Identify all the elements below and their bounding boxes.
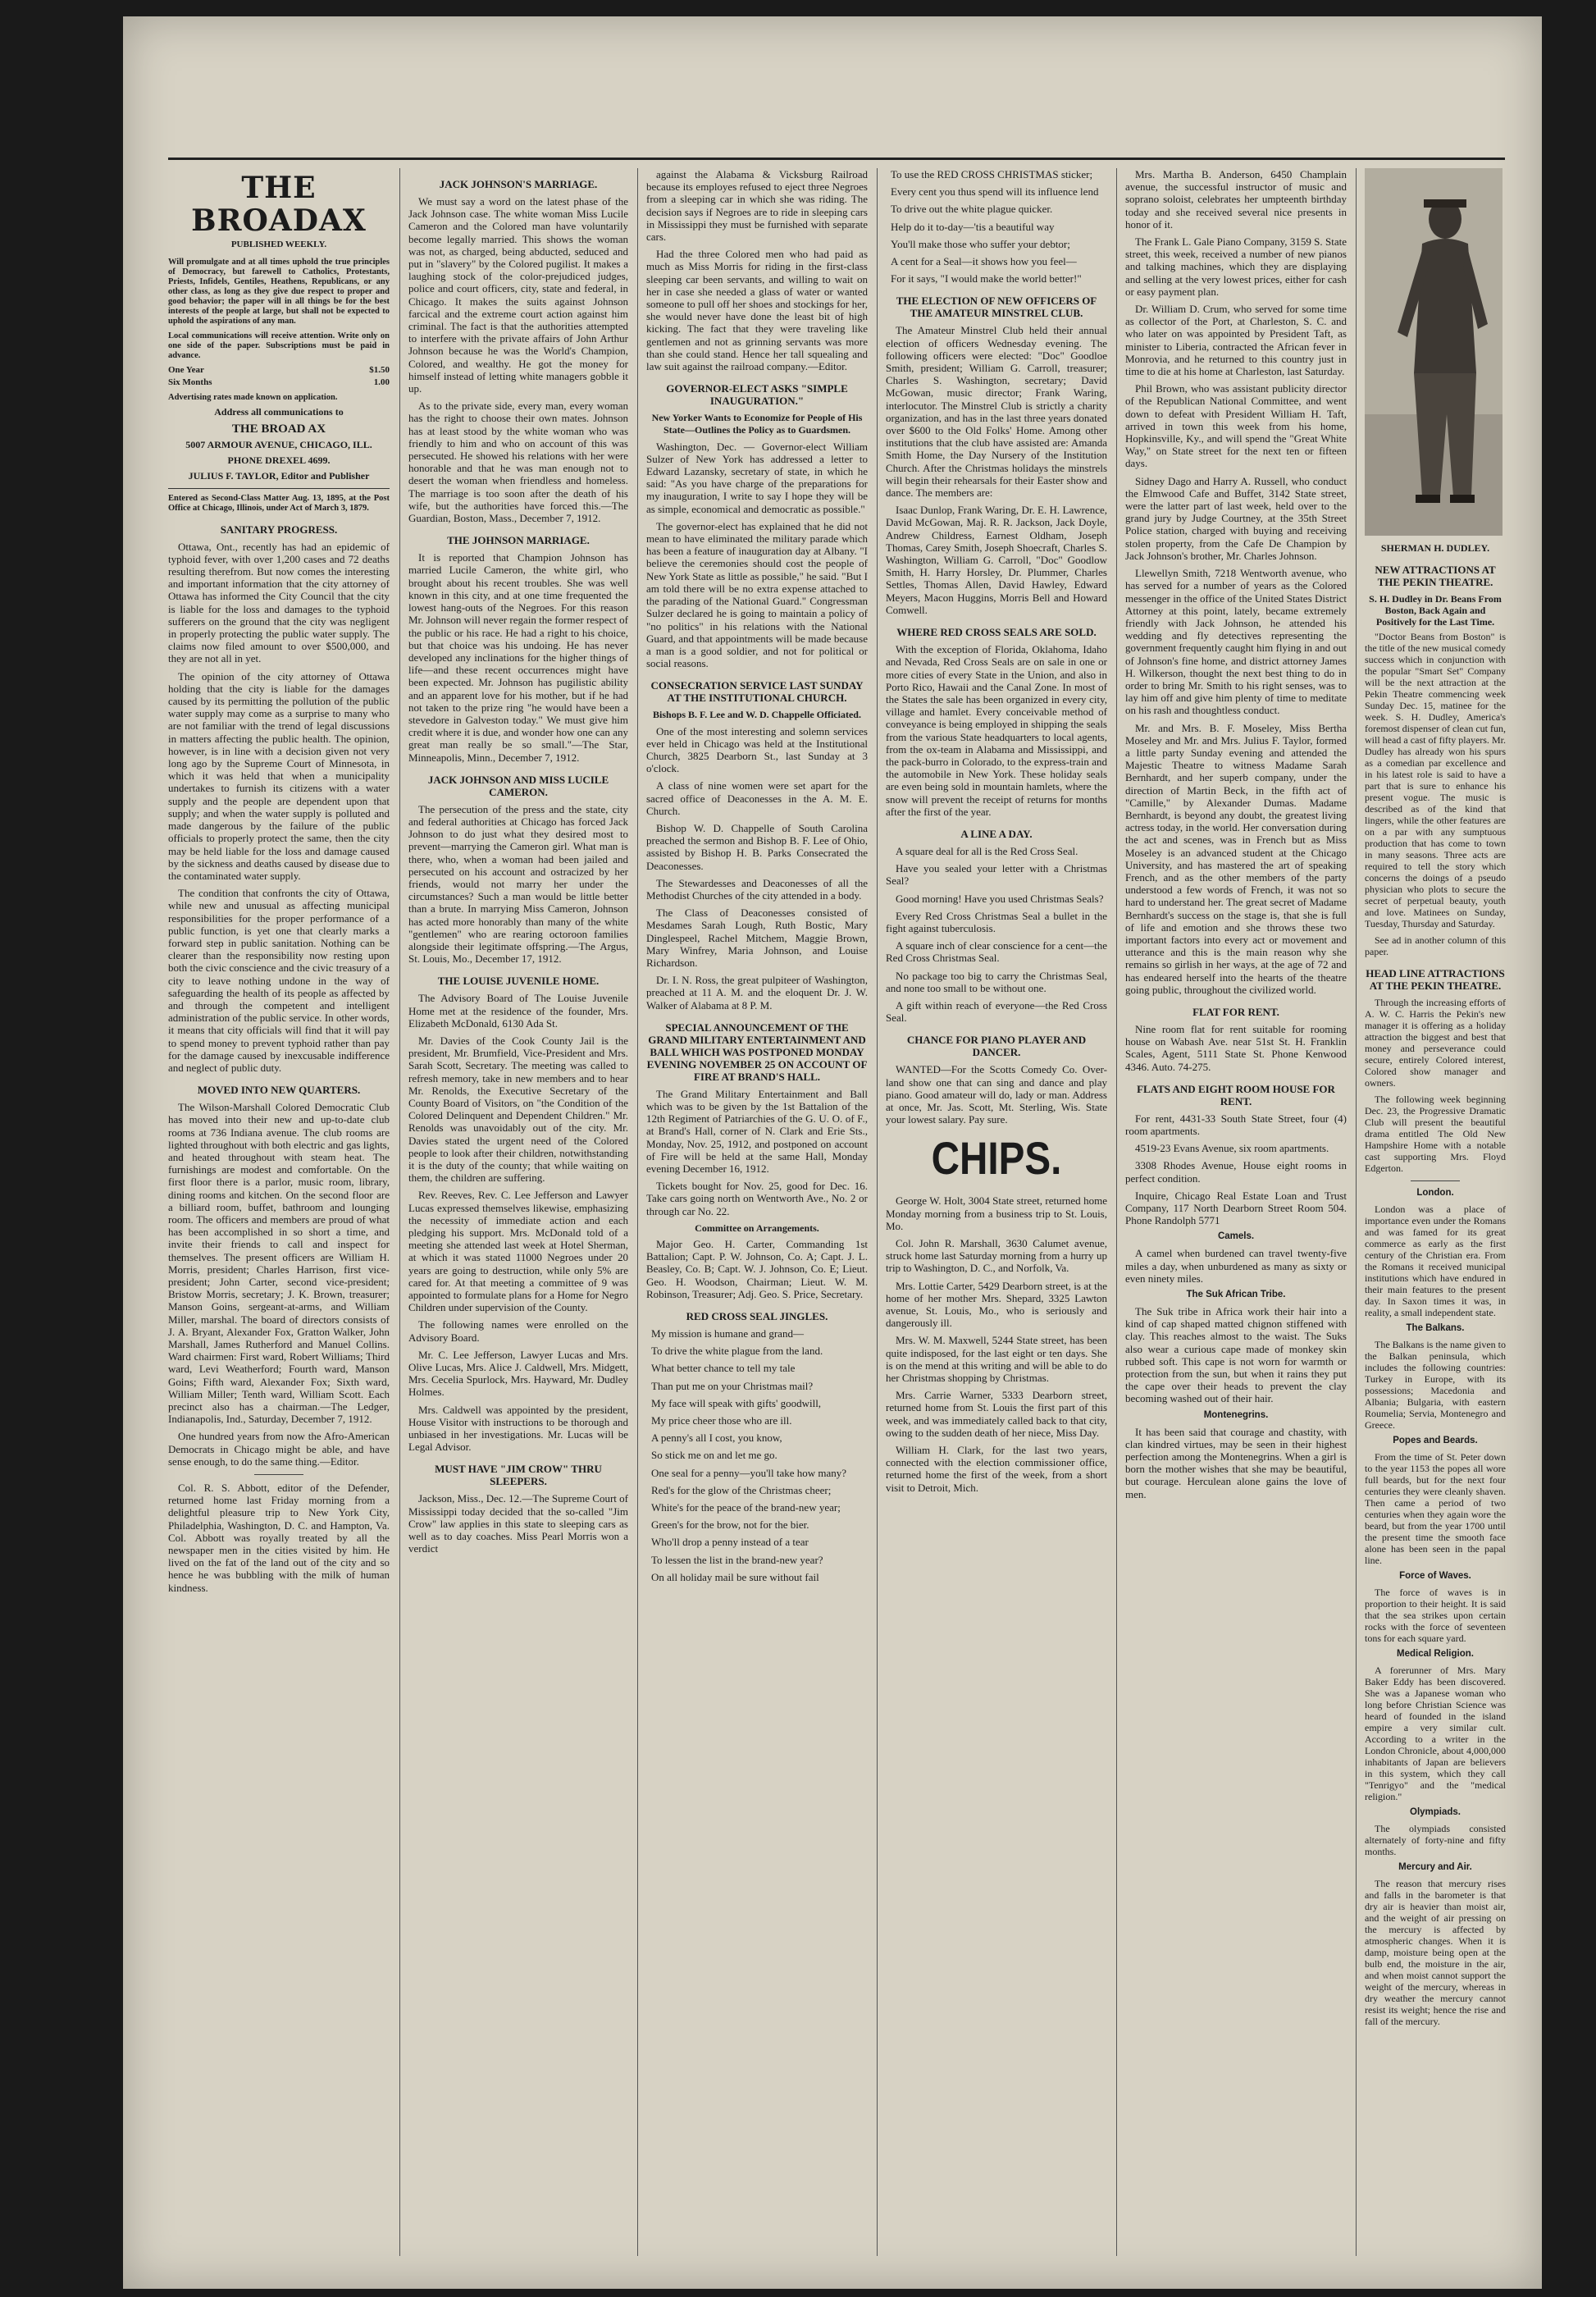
article-paragraph: Phil Brown, who was assistant publicity director of the Republican National Committee, and went down to defeat with President William H. Taft, arrived in town this week from his home, Hopkinsville, Ky., and will spend the "Great White Way," on State street for the next ten or fifteen days. [1125, 382, 1347, 470]
rate-row [168, 364, 390, 377]
poem-line: Red's for the glow of the Christmas cheer; [651, 1483, 832, 1496]
item-heading: Force of Waves. [1399, 1571, 1471, 1581]
article-headline: WHERE RED CROSS SEALS ARE SOLD. [896, 626, 1097, 639]
poem-line: To drive out the white plague quicker. [891, 203, 1053, 216]
article-paragraph: The governor-elect has explained that he did not mean to have eliminated the military parade which has been a feature of inauguration day at Albany. "I believe the ceremonies should cost the people of New York State as little as possible," he said. "But I am told there will be no extra expense attached to the parading of the National Guard." Congressman Sulzer declared he is going to maintain a policy of "no politics" in his relations with the National Guard, and that appointments will be made because a man is a good soldier, and not for political or social reasons. [646, 519, 868, 670]
poem-line: For it says, "I would make the world better!" [891, 272, 1082, 285]
poem-line: To drive the white plague from the land. [651, 1345, 823, 1358]
column-2 [399, 168, 636, 2256]
poem [886, 168, 1107, 285]
article-paragraph: The Frank L. Gale Piano Company, 3159 S. State street, this week, received a number of new pianos and talking machines, which they are displaying and selling at the very lowest prices, either for cash or easy payment plan. [1125, 235, 1347, 298]
column-1-articles [168, 523, 390, 1594]
article-paragraph: The Advisory Board of The Louise Juvenile Home met at the residence of the founder, Mrs. Elizabeth McDonald, 6130 Ada St. [408, 992, 628, 1030]
article-paragraph: The Balkans is the name given to the Balkan peninsula, which includes the following countries: Turkey in Europe, with its possessions; Macedonia and Albania; Bulgaria, with eastern Roumelia; Servia, Montenegro and Greece. [1365, 1339, 1506, 1431]
poem-line: To lessen the list in the brand-new year? [651, 1553, 823, 1566]
poem-line: Help do it to-day—'tis a beautiful way [891, 220, 1055, 233]
article-paragraph: The reason that mercury rises and falls in the barometer is that dry air is heavier than moist air, and the weight of air pressing on the mercury is affected by atmospheric changes. When it is damp, moisture being open at the bulb end, the moisture in the air, and when moist cannot support the weight of the mercury, whereas in dry weather the mercury cannot resist its weight; hence the rise and fall of the mercury. [1365, 1878, 1506, 2027]
article-headline: FLATS AND EIGHT ROOM HOUSE FOR RENT. [1137, 1082, 1335, 1107]
rate-value: $1.50 [369, 365, 390, 376]
rate-value: 1.00 [373, 377, 390, 388]
article-headline: FLAT FOR RENT. [1192, 1006, 1279, 1018]
item-heading: The Balkans. [1406, 1323, 1465, 1333]
item-heading: Medical Religion. [1397, 1649, 1474, 1659]
article-subhead: New Yorker Wants to Economize for People of His State—Outlines the Policy as to Guardsmen. [651, 412, 863, 436]
article-headline: MOVED INTO NEW QUARTERS. [197, 1084, 361, 1097]
poem [646, 1327, 868, 1583]
article-headline: RED CROSS SEAL JINGLES. [686, 1310, 828, 1323]
article-headline: CONSECRATION SERVICE LAST SUNDAY AT THE INSTITUTIONAL CHURCH. [650, 679, 864, 705]
article-paragraph: One of the most interesting and solemn services ever held in Chicago was held at the Institutional Church, 3825 Dearborn St., last Sunday at 3 o'clock. [646, 724, 868, 775]
poem-line: My face will speak with gifts' goodwill, [651, 1396, 822, 1409]
article-paragraph: See ad in another column of this paper. [1365, 934, 1506, 957]
column-3 [637, 168, 876, 2256]
item-heading: Camels. [1217, 1231, 1255, 1242]
item-heading: The Suk African Tribe. [1186, 1290, 1286, 1300]
address-label: Address all communications to [214, 405, 344, 418]
newspaper-page [123, 16, 1542, 2289]
article-paragraph: Major Geo. H. Carter, Commanding 1st Battalion; Capt. P. W. Johnson, Co. A; Capt. J. L. Beasley, Co. B; Capt. W. J. Johnson, Co. E; Lieut. Geo. H. Woodson, Chairman; Lieut. W. M. Robinson, Treasurer; Adj. Geo. S. Price, Secretary. [646, 1238, 868, 1300]
masthead-policy: Will promulgate and at all times uphold the true principles of Democracy, but farewell to Catholics, Protestants, Priests, Infidels, Gentiles, Heathens, Republicans, or any other class, as long as they give due respect to proper and good behavior; the paper will in all things be for the best interests of the people at large, but shall not be expected to uphold the aspirations of any man. [168, 258, 390, 327]
article-paragraph: No package too big to carry the Christmas Seal, and none too small to be without one. [886, 969, 1107, 994]
article-paragraph: Mrs. Caldwell was appointed by the president, House Visitor with instructions to be thorough and unbiased in her investigations. Mr. Lucas will be Legal Advisor. [408, 1403, 628, 1454]
article-headline: MUST HAVE "JIM CROW" THRU SLEEPERS. [435, 1463, 602, 1488]
article-headline: A LINE A DAY. [960, 827, 1033, 840]
article-headline: THE JOHNSON MARRIAGE. [447, 534, 590, 547]
article-paragraph: The following week beginning Dec. 23, the Progressive Dramatic Club will present the beautiful drama entitled The Old New Hampshire Home with a notable cast supporting Mrs. Floyd Edgerton. [1365, 1094, 1506, 1174]
article-headline: CHANCE FOR PIANO PLAYER AND DANCER. [906, 1034, 1087, 1059]
column-6-articles [1365, 564, 1506, 2027]
article-paragraph: Good morning! Have you used Christmas Seals? [896, 892, 1104, 905]
article-paragraph: The Wilson-Marshall Colored Democratic Club has moved into their new and up-to-date club rooms at 736 Indiana avenue. The club rooms are lighted throughout with both electric and gas lights, and heated throughout with steam heat. The furnishings are modest and comfortable. On the first floor there is a parlor, music room, library, dining rooms and kitchen. On the second floor are a billiard room, buffet, bathroom and lounging room. The officers and members are proud of what has been accomplished in so short a time, and invite their friends to call and inspect for themselves. The present officers are William H. Morris, president; Charles Harrison, first vice-president; John Carter, second vice-president; Bristow Morris, secretary; J. K. Brown, treasurer; Manson Goins, sergeant-at-arms, and William Miller, marshal. The board of directors consists of J. A. Bryant, Alexander Fox, Gratton Walker, John Marshall, James Rutherford and Manuel Collins. Ward chairmen: First ward, Robert Williams; Third ward, Levi Weatherford; Fourth ward, Manson Goins; Fifth ward, Alexander Fox; Sixth ward, William Miller; Tenth ward, William Scott. Each precinct also has a chairman.—The Ledger, Indianapolis, Ind., Saturday, December 7, 1912. [168, 1101, 390, 1426]
article-subhead: S. H. Dudley in Dr. Beans From Boston, Back Again and Positively for the Last Time. [1369, 593, 1502, 628]
article-paragraph: Mr. Davies of the Cook County Jail is the president, Mr. Brumfield, Vice-President and Mrs. Sarah Scott, Secretary. The meeting was called to refresh memory, take in new members and to hear Mr. Renolds, the Executive Secretary of the County Board of Visitors, on "the Condition of the Colored Delinquent and Dependent Children." Mr. Renolds was unavoidably out of the city. Mr. Davies stated the urgent need of the Colored people to look after their children, notwithstanding it is the duty of the county; that while waiting on them, the children are suffering. [408, 1034, 628, 1185]
article-headline: NEW ATTRACTIONS AT THE PEKIN THEATRE. [1375, 564, 1496, 588]
page-body [168, 158, 1505, 2260]
masthead-subtitle: PUBLISHED WEEKLY. [230, 240, 327, 249]
poem-line: What better chance to tell my tale [651, 1362, 796, 1375]
article-paragraph: Mrs. Carrie Warner, 5333 Dearborn street, returned home from St. Louis the first part of this week, and was immediately called back to that city, owing to the sudden death of her niece, Miss Day. [886, 1389, 1107, 1439]
article-paragraph: Every Red Cross Christmas Seal a bullet in the fight against tuberculosis. [886, 909, 1107, 934]
paper-editor: JULIUS F. TAYLOR, Editor and Publisher [168, 470, 390, 488]
poem-line: A penny's all I cost, you know, [651, 1432, 782, 1445]
article-paragraph: WANTED—For the Scotts Comedy Co. Over-land show one that can sing and dance and play piano. Good amateur will do, lady or man. Address at once, Mr. Jas. Scott, Mt. Sterling, Wis. State your lowest salary. Pay sure. [886, 1063, 1107, 1126]
article-subhead: Bishops B. F. Lee and W. D. Chappelle Officiated. [653, 709, 861, 721]
article-paragraph: Dr. William D. Crum, who served for some time as collector of the Port, at Charleston, S. C. and who later on was appointed by President Taft, as minister to Liberia, contracted the African fever in Monrovia, and he returned to this country just in time to die at his home at Charleston, last Saturday. [1125, 303, 1347, 378]
poem-line: To use the RED CROSS CHRISTMAS sticker; [891, 168, 1093, 180]
article-paragraph: For rent, 4431-33 South State Street, four (4) room apartments. [1125, 1112, 1347, 1138]
article-paragraph: Have you sealed your letter with a Christmas Seal? [886, 862, 1107, 888]
poem-line: Who'll drop a penny instead of a tear [651, 1536, 809, 1549]
paper-phone: PHONE DREXEL 4699. [227, 454, 331, 467]
article-paragraph: Col. R. S. Abbott, editor of the Defender, returned home last Friday morning from a delightful pleasure trip to New York City, Philadelphia, Washington, D. C. and Hampton, Va. Col. Abbott was royally treated by all the newspaper men in the cities visited by him. He lived on the fat of the land out of the city and so hence he was bubbling with the milk of human kindness. [168, 1482, 390, 1594]
article-paragraph: A class of nine women were set apart for the sacred office of Deaconesses in the A. M. E. Church. [646, 779, 868, 817]
article-paragraph: Ottawa, Ont., recently has had an epidemic of typhoid fever, with over 1,200 cases and 72 deaths resulting therefrom. But now comes the interesting and important information that the city attorney of Ottawa has informed the City Council that the city is liable for the loss and damages to the typhoid sufferers on the ground that the city was negligent in properly protecting the public water supply. The claims now filed amount to over $500,000, and they are not all in yet. [168, 540, 390, 665]
article-paragraph: The opinion of the city attorney of Ottawa holding that the city is liable for the damages caused by its permitting the pollution of the public water supply may come as a surprise to many who are not familiar with the trend of legal discussions in matters affecting the public health. The opinion, however, is in line with a decision given not very long ago by the Supreme Court of Minnesota, in which it was held that when a municipality undertakes to furnish its citizens with a water supply and the people are dependent upon that supply; and when the water supply is polluted and made dangerous by the failure of the public officials to properly protect the same, then the city may be held liable for the loss and damage caused by the sickness and deaths caused by disease due to the contaminated water supply. [168, 669, 390, 882]
article-paragraph: The Class of Deaconesses consisted of Mesdames Sarah Lough, Ruth Bostic, Mary Dinglespeel, Rachel Mitchem, Maggie Brown, Mary Winfrey, Maria Johnson, and Louise Richardson. [646, 906, 868, 969]
article-headline: SPECIAL ANNOUNCEMENT OF THE GRAND MILITARY ENTERTAINMENT AND BALL WHICH WAS POSTPONED MONDAY EVENING NOVEMBER 25 ON ACCOUNT OF FIRE AT BRAND'S HALL. [646, 1021, 868, 1083]
article-paragraph: George W. Holt, 3004 State street, returned home Monday morning from a business trip to St. Louis, Mo. [886, 1194, 1107, 1232]
article-paragraph: A forerunner of Mrs. Mary Baker Eddy has been discovered. She was a Japanese woman who long before Christian Science was heard of founded in the island empire a very similar cult. According to a writer in the London Chronicle, about 4,000,000 inhabitants of Japan are believers in this system, which they call "Tenrigyo" and the "medical religion." [1365, 1665, 1506, 1802]
poem-line: You'll make those who suffer your debtor; [891, 237, 1070, 250]
article-headline: HEAD LINE ATTRACTIONS AT THE PEKIN THEATRE. [1366, 967, 1505, 992]
article-paragraph: Mr. and Mrs. B. F. Moseley, Miss Bertha Moseley and Mr. and Mrs. Julius F. Taylor, formed a little party Sunday evening and attended the Majestic Theatre to witness Madame Sarah Bernhardt, and her superb company, under the direction of Martin Beck, in the fifth act of "Camille," by Alexander Dumas. Madame Bernhardt, is beyond any doubt, the greatest living actress today, in the world. Her conversation during the act and scenes, was in French but as Miss Moseley is an advanced student at the Chicago University, and has mastered the art of speaking French, and as the other members of the party understood a few words of French, it was not so hard to understand her. The great secret of Madame Bernhardt's success on the stage is, that she is full of life and emotion and she throws these two important factors into every act or movement and utterance and this is the main reason why she remains so girlish in her ways, at the age of 72 and has endeared herself into the hearts of the theatre going public, throughout the civilized world. [1125, 721, 1347, 996]
item-heading: Popes and Beards. [1393, 1436, 1478, 1445]
divider [254, 1474, 303, 1475]
column-6 [1356, 168, 1509, 2256]
article-paragraph: 4519-23 Evans Avenue, six room apartments. [1135, 1142, 1329, 1155]
masthead-title: THE BROADAX [191, 171, 367, 238]
article-paragraph: The Suk tribe in Africa work their hair into a kind of cap shaped matted chignon stiffened with clay. This reaches almost to the waist. The Suks also wear a curious cape made of monkey skin rubbed soft. This cape is not worn for warmth or protection from the sun, but when it rains they put the cape over their heads to prevent the clay becoming washed out of their hair. [1125, 1305, 1347, 1405]
article-headline: THE LOUISE JUVENILE HOME. [437, 975, 600, 988]
article-paragraph: A camel when burdened can travel twenty-five miles a day, when unburdened as many as sixty or even ninety miles. [1125, 1247, 1347, 1285]
article-subhead: Committee on Arrangements. [695, 1222, 819, 1234]
article-paragraph: The olympiads consisted alternately of forty-nine and fifty months. [1365, 1823, 1506, 1857]
rate-label: One Year [168, 365, 204, 376]
article-headline: JACK JOHNSON AND MISS LUCILE CAMERON. [427, 773, 609, 798]
article-paragraph: The persecution of the press and the state, city and federal authorities at Chicago has forced Jack Johnson to do just what they desired most to prevent—marrying the Cameron girl. What man is there, who, when a woman had been jailed and persecuted on his account and ostracized by her friends, would not marry her under the circumstances? Such a man would be little better than a brute. In marrying Miss Cameron, Johnson has acted more honorably than many of the white "gentlemen" who are rearing octoroon families alongside their legitimate offspring.—The Argus, St. Louis, Mo., December 17, 1912. [408, 802, 628, 966]
poem-line: My price cheer those who are ill. [651, 1414, 792, 1427]
article-paragraph: The condition that confronts the city of Ottawa, while new and unusual as affecting municipal responsibilities for the proper performance of a public function, is yet one that clearly marks a forward step in public sanitation. Nothing can be clearer than the responsibility now resting upon both the civic conscience and the civic treasury of a city to leave nothing undone in the way of safeguarding the health of its people as affected by and through the competent and intelligent administration of the public service. In other words, it means that city officials will find that it will pay to spend money to prevent typhoid rather than pay for the damage caused by inexcusable indifference and neglect of public duty. [168, 887, 390, 1074]
article-paragraph: The Stewardesses and Deaconesses of all the Methodist Churches of the city attended in a body. [646, 876, 868, 902]
photo-caption: SHERMAN H. DUDLEY. [1380, 542, 1490, 554]
article-headline: GOVERNOR-ELECT ASKS "SIMPLE INAUGURATION." [666, 382, 848, 408]
article-paragraph: against the Alabama & Vicksburg Railroad because its employes refused to eject three Negroes from a sleeping car in which she was riding. The decision says if Negroes are to ride in sleeping cars in Mississippi they must be furnished with separate cars. [646, 168, 868, 244]
article-paragraph: Col. John R. Marshall, 3630 Calumet avenue, struck home last Saturday morning from a hurry up trip to Washington, D. C., and Norfolk, Va. [886, 1237, 1107, 1275]
article-paragraph: As to the private side, every man, every woman has the right to choose their own mates. Johnson has at least stood by the white woman who was friendly to him and who on account of this was persecuted. He showed his relations with her were honorable and that he was man enough not to desert the woman when friendless and homeless. The marriage is too soon after the death of his wife, but the authorities have forced this.—The Guardian, Boston, Mass., December 7, 1912. [408, 400, 628, 525]
article-paragraph: Isaac Dunlop, Frank Waring, Dr. E. H. Lawrence, David McGowan, Maj. R. R. Jackson, Jack Doyle, Andrew Childress, Earnest Oldham, Joseph Thomas, Carey Smith, Joseph Shoecraft, Charles S. Washington, William G. Carroll, "Doc" Goodlow Smith, H. Harry Horsley, Dr. Plummer, Charles Settles, Thomas Allen, David Hawley, Edward Meyers, Macon Huggins, Morris Bell and Howard Comwell. [886, 504, 1107, 616]
article-paragraph: Had the three Colored men who had paid as much as Miss Morris for riding in the first-class sleeping car been servants, and willing to wait on her in case she needed a glass of water or wanted someone to pull off her shoes and stockings for her, she would never have done the least bit of high kicking. The fact that they were traveling like gentlemen and not as grinning servants was more than she could stand. Hence her tall squealing and law suit against the railroad company.—Editor. [646, 248, 868, 373]
article-paragraph: A square inch of clear conscience for a cent—the Red Cross Christmas Seal. [886, 939, 1107, 965]
article-paragraph: Nine room flat for rent suitable for rooming house on Wabash Ave. near 51st St. H. Franklin Scales, Agent, 5111 State St. Phone Kenwood 4346. Auto. 74-275. [1125, 1023, 1347, 1073]
article-paragraph: Bishop W. D. Chappelle of South Carolina preached the sermon and Bishop B. F. Lee of Ohio, assisted by Bishop H. B. Parks Consecrated the Deaconesses. [646, 821, 868, 872]
article-paragraph: Mr. C. Lee Jefferson, Lawyer Lucas and Mrs. Olive Lucas, Mrs. Alice J. Caldwell, Mrs. Midgett, Mrs. Cecelia Spurlock, Mrs. Hayward, Mr. Dudley Holmes. [408, 1348, 628, 1399]
article-paragraph: 3308 Rhodes Avenue, House eight rooms in perfect condition. [1125, 1159, 1347, 1185]
article-paragraph: London was a place of importance even under the Romans and was famed for its great commerce as early as the first century of the Christian era. From the Romans it received municipal institutions which have endured in their main features to the present day. In Saxon times it was, in reality, a small independent state. [1365, 1203, 1506, 1318]
article-paragraph: Inquire, Chicago Real Estate Loan and Trust Company, 117 North Dearborn Street Room 504. Phone Randolph 5771 [1125, 1189, 1347, 1227]
article-paragraph: With the exception of Florida, Oklahoma, Idaho and Nevada, Red Cross Seals are on sale in one or more cities of every State in the Union, and also in Porto Rico, Hawaii and the Canal Zone. In most of the States the sale has been organized in every city, village and hamlet. Every conceivable method of conveyance is being employed in shipping the seals from the various State headquarters to local agents, from the ox-team in Alabama and Mississippi, and the pack-burro in Colorado, to the express-train and the automobile in New York. These holiday seals are even being sold in mountain hamlets, where the snow will prevent the receipt of returns for months after the first of the year. [886, 643, 1107, 818]
column-5 [1116, 168, 1355, 2256]
article-paragraph: We must say a word on the latest phase of the Jack Johnson case. The white woman Miss Lucile Cameron and the Colored man have voluntarily become legally married. This shows the woman was not, as charged, being abducted, seduced and put in "slavery" by the Colored pugilist. It makes a laughing stock of the color-prejudiced judges, police and court officers, city, state and federal, in Chicago. It makes the suits against Johnson farcical and the extreme court action against him criminal. The fact is that the authorities attempted to interfere with the private affairs of John Arthur Johnson because he was the World's Champion, Colored, and wealthy. He got the money for himself instead of letting white managers gobble it up. [408, 195, 628, 395]
article-headline: THE ELECTION OF NEW OFFICERS OF THE AMATEUR MINSTREL CLUB. [896, 295, 1097, 320]
article-paragraph: Mrs. W. M. Maxwell, 5244 State street, has been quite indisposed, for the last eight or ten days. She is on the mend at this writing and will be able to do her Christmas shopping by Christmas. [886, 1334, 1107, 1385]
rate-label: Six Months [168, 377, 212, 388]
portrait-photo [1365, 168, 1503, 536]
item-heading: Mercury and Air. [1398, 1862, 1472, 1872]
article-paragraph: Dr. I. N. Ross, the great pulpiteer of Washington, preached at 11 A. M. and the eloquent Dr. J. W. Walker of Alabama at 8 P. M. [646, 974, 868, 1012]
poem-line: A cent for a Seal—it shows how you feel— [891, 255, 1077, 268]
article-paragraph: The force of waves is in proportion to their height. It is said that the sea strikes upon certain rocks with the force of seventeen tons for each square yard. [1365, 1587, 1506, 1644]
rate-row [168, 377, 390, 389]
masthead-notice: Local communications will receive attention. Write only on one side of the paper. Subscriptions must be paid in advance. [168, 331, 390, 361]
poem-line: One seal for a penny—you'll take how many? [651, 1466, 847, 1479]
article-paragraph: Rev. Reeves, Rev. C. Lee Jefferson and Lawyer Lucas expressed themselves likewise, emphasizing the necessity of immediate action and each pledging his support. Mrs. McDonald told of a meeting she attended last week at Hotel Sherman, at which it was stated 11000 Negroes under 20 years are going to destruction, while only 5% are cared for. At that meeting a committee of 9 was appointed to formulate plans for a Home for Negro Children under supervision of the County. [408, 1189, 628, 1314]
article-paragraph: The following names were enrolled on the Advisory Board. [408, 1318, 628, 1344]
advertising-note: Advertising rates made known on application. [168, 392, 338, 402]
paper-name: THE BROAD AX [231, 422, 326, 436]
poem-line: Green's for the brow, not for the bier. [651, 1518, 809, 1532]
item-heading: Montenegrins. [1203, 1409, 1269, 1420]
article-paragraph: Llewellyn Smith, 7218 Wentworth avenue, who has served for a number of years as the Colored messenger in the office of the United States District Attorney at this point, lately, became extremely friendly with Jack Johnson, he attended his wedding and fly detectives representing the government frequently caught him flying in and out of Johnson's fine home, and district attorney James H. Wilkerson, thought the next best thing to do in order to bring Mr. Smith to his right senses, was to lay him off and give him plenty of time to meditate on his rash and thoughtless conduct. [1125, 567, 1347, 717]
article-paragraph: Mrs. Lottie Carter, 5429 Dearborn street, is at the home of her mother Mrs. Shepard, 3325 Lawton avenue, St. Louis, Mo., who is seriously and dangerously ill. [886, 1279, 1107, 1330]
article-paragraph: "Doctor Beans from Boston" is the title of the new musical comedy success which in conjunction with the popular "Smart Set" Company will be the next attraction at the Pekin Theatre commencing week Sunday Dec. 15, matinee for the week. S. H. Dudley, America's foremost dispenser of clean cut fun, will head a cast of fifty players. Mr. Dudley has already won his spurs as a comedian par excellence and in his latest role is said to have a part that is sure to enhance his present vogue. The music is described as of the kind that lingers, while the other features are on a par with any sumptuous production that has come to town in many seasons. Three acts are required to tell the story which concerns the doings of a pseudo physician who plots to secure the secret of perpetual beauty, youth and love. Matinees on Sunday, Tuesday, Thursday and Saturday. [1365, 631, 1506, 929]
poem-line: Than put me on your Christmas mail? [651, 1379, 814, 1392]
item-heading: Olympiads. [1410, 1807, 1461, 1817]
article-paragraph: Mrs. Martha B. Anderson, 6450 Champlain avenue, the successful instructor of music and soprano soloist, celebrates her umpteenth birthday today and she received several nice presents in honor of it. [1125, 168, 1347, 231]
article-paragraph: It has been said that courage and chastity, with clan kindred virtues, may be seen in their highest perfection among the Montenegrins. When a girl is born the mother wishes that she may be beautiful, but courage. Herculean alone gains the love of men. [1125, 1425, 1347, 1500]
article-paragraph: Through the increasing efforts of A. W. C. Harris the Pekin's new manager it is offering as a holiday attraction the biggest and best that money and perseverance could secure, entirely Colored interest, Colored show manager and owners. [1365, 997, 1506, 1089]
paper-street: 5007 ARMOUR AVENUE, CHICAGO, ILL. [185, 439, 372, 451]
portrait-figure [1365, 168, 1503, 536]
article-paragraph: Sidney Dago and Harry A. Russell, who conduct the Elmwood Cafe and Buffet, 3142 State street, were the latter part of last week, held over to the grand jury by Judge Courtney, at the 35th Street Police station, charged with buying and receiving stolen property, from the Cafe De Champion by Jack Johnson's brother, Mr. Charles Johnson. [1125, 474, 1347, 562]
column-1 [168, 168, 398, 2256]
article-headline: SANITARY PROGRESS. [220, 523, 338, 536]
article-paragraph: One hundred years from now the Afro-American Democrats in Chicago might be able, and have sense enough, to do the same thing.—Editor. [168, 1430, 390, 1468]
article-paragraph: A square deal for all is the Red Cross Seal. [896, 844, 1078, 857]
article-paragraph: William H. Clark, for the last two years, connected with the election commissioner office, returned home the first of the week, from a short visit to Detroit, Mich. [886, 1444, 1107, 1494]
item-heading: London. [1416, 1188, 1454, 1198]
article-paragraph: Washington, Dec. — Governor-elect William Sulzer of New York has addressed a letter to Edward Lazansky, secretary of state, in which he said: "As you have charge of the preparations for my inauguration, I write to say I hope they will be as simple, economical and democratic as possible." [646, 440, 868, 515]
poem-line: On all holiday mail be sure without fail [651, 1570, 819, 1583]
column-4 [877, 168, 1115, 2256]
article-paragraph: It is reported that Champion Johnson has married Lucile Cameron, the white girl, who brought about his recent troubles. She was well known in this city, and at one time frequented the lowest hang-outs of the Negroes. For this reason Mr. Johnson will never regain the former respect of the public or his race. He had a right to his choice, but that choice was his undoing. He has never developed any inclinations for the higher things of life—and these recent occurrences might have been expected. Mr. Johnson has pugilistic ability and an apparent love for his mother, but if he had not taken to the prize ring "he would have been a stevedore in Galveston today." We must give him credit where it is due, and wonder how one can any great man really be so small."—The Star, Minneapolis, Minn., December 7, 1912. [408, 551, 628, 764]
section-heading-chips: CHIPS. [931, 1132, 1062, 1185]
poem-line: White's for the peace of the brand-new year; [651, 1501, 841, 1514]
article-paragraph: Tickets bought for Nov. 25, good for Dec. 16. Take cars going north on Wentworth Ave., No. 2 or through car No. 22. [646, 1180, 868, 1217]
poem-line: My mission is humane and grand— [651, 1327, 804, 1340]
article-paragraph: From the time of St. Peter down to the year 1153 the popes all wore full beards, but for the next four centuries they were cleanly shaven. Then came a period of two centuries when they again wore the beard, but from the year 1700 until the present time the smooth face alone has been seen in the papal line. [1365, 1451, 1506, 1566]
article-paragraph: Jackson, Miss., Dec. 12.—The Supreme Court of Mississippi today decided that the so-called "Jim Crow" law applies in this state to sleeping cars as well as to day coaches. Miss Pearl Morris won a verdict [408, 1492, 628, 1555]
article-paragraph: The Amateur Minstrel Club held their annual election of officers Wednesday evening. The following officers were elected: "Doc" Goodloe Smith, president; William G. Carroll, treasurer; Charles S. Washington, secretary; David McGowan, music director; Frank Waring, interlocutor. The Minstrel Club is strictly a charity organization, and has in the last three years donated over $600 to the Old Folks' Home. Among other institutions that the club have assisted are: Amanda Smith Home, the Day Nursery of the Institution Church. After the Christmas holidays the minstrels will begin their rehearsals for their Easter show and dance. The members are: [886, 324, 1107, 500]
article-paragraph: The Grand Military Entertainment and Ball which was to be given by the 1st Battalion of the 12th Regiment of Patriarchies of the G. U. O. of F., at Brand's Hall, corner of N. Clark and Erie Sts., Monday, Nov. 25, 1912, and postponed on account of Fire will be held at the same Hall, Monday evening December 16, 1912. [646, 1087, 868, 1175]
divider [1411, 1180, 1460, 1181]
poem-line: So stick me on and let me go. [651, 1449, 777, 1462]
article-paragraph: A gift within reach of everyone—the Red Cross Seal. [886, 998, 1107, 1025]
article-headline: JACK JOHNSON'S MARRIAGE. [439, 178, 598, 190]
entry-notice: Entered as Second-Class Matter Aug. 13, 1895, at the Post Office at Chicago, Illinois, under Act of March 3, 1879. [168, 493, 390, 513]
poem-line: Every cent you thus spend will its influence lend [891, 185, 1099, 199]
